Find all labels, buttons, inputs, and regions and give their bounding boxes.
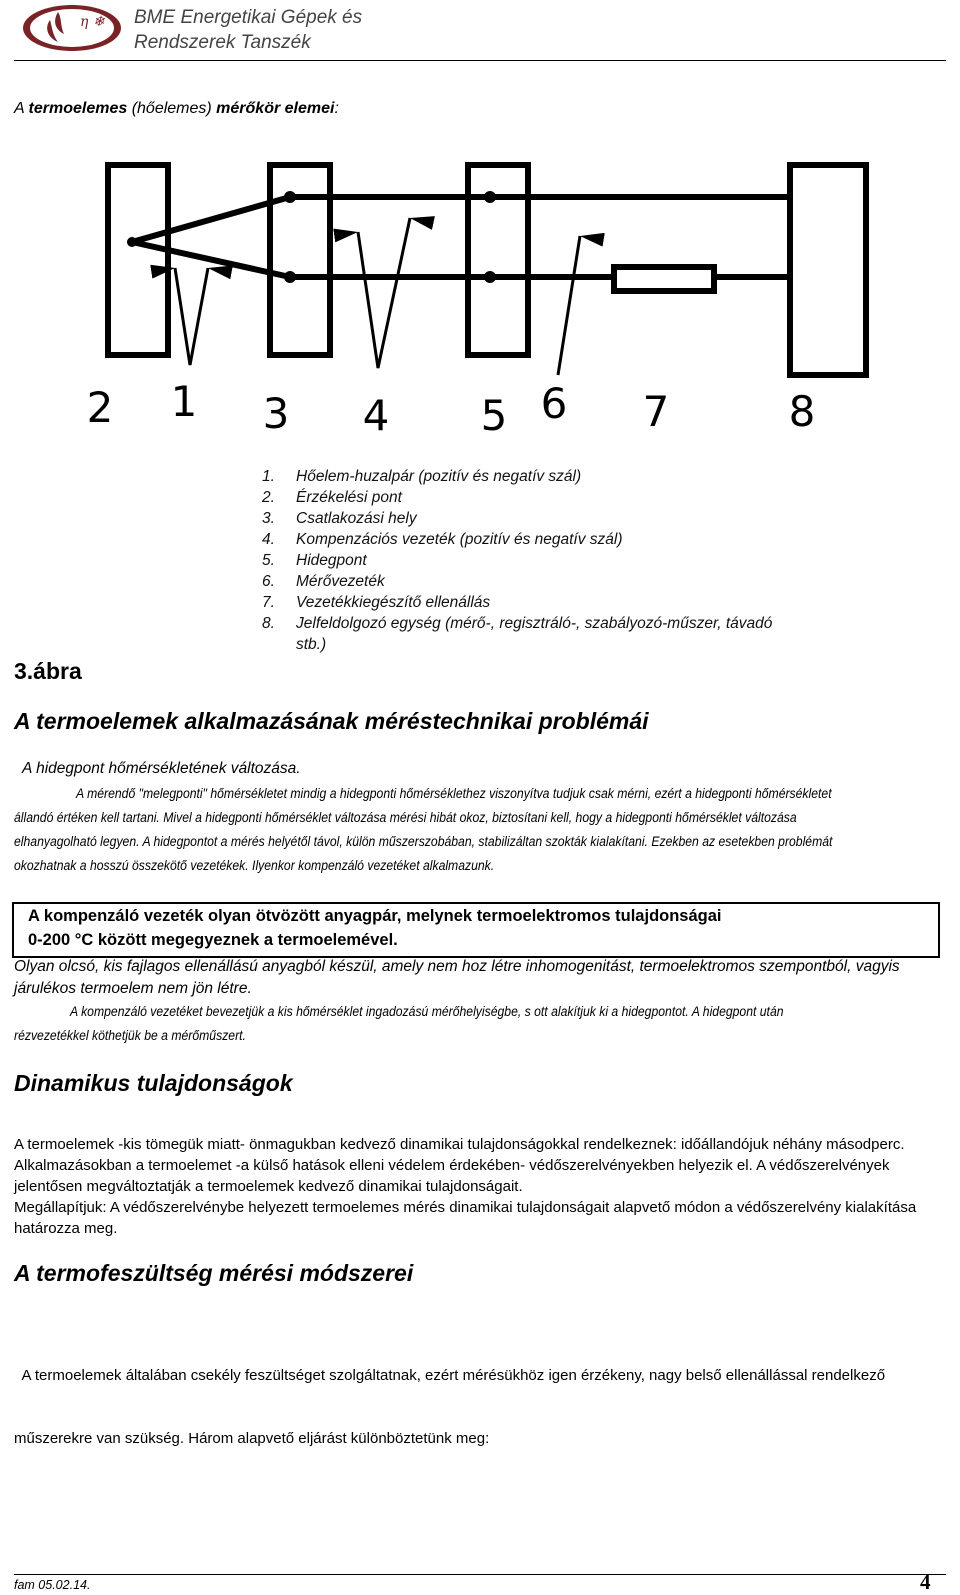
legend-item xyxy=(262,508,772,529)
paragraph-line: Olyan olcsó, kis fajlagos ellenállású anyagból készül, amely nem hoz létre inhomogenitást, termoelektromos szempontból, vagyis xyxy=(14,958,900,975)
diagram-label: 5 xyxy=(480,391,508,440)
legend-text: Csatlakozási hely xyxy=(296,510,417,527)
section-heading: Dinamikus tulajdonságok xyxy=(14,1070,293,1096)
sensing-point xyxy=(127,237,137,247)
connection-box xyxy=(270,165,330,355)
sensing-element-box xyxy=(108,165,168,355)
legend-text: Jelfeldolgozó egység (mérő-, regisztráló-, szabályozó-műszer, távadó xyxy=(296,615,773,632)
legend-text: Hidegpont xyxy=(296,552,367,569)
paragraph-block xyxy=(14,1134,916,1239)
paragraph-line: Alkalmazásokban a termoelemet -a külső hatások elleni védelem érdekében- védőszerelvényekben helyezik el. A védőszerelvények xyxy=(14,1157,890,1174)
junction-dot xyxy=(284,191,296,203)
legend-number: 4. xyxy=(262,531,275,548)
diagram-legend xyxy=(262,466,772,655)
signal-processing-unit-box xyxy=(790,165,866,375)
junction-dot xyxy=(284,271,296,283)
paragraph-line: állandó értéken kell tartani. Mivel a hidegponti hőmérséklet változása mérési hibát okoz, biztosítani kell, hogy a hidegponti hőmérséklet változása xyxy=(14,810,797,826)
highlight-line: A kompenzáló vezeték olyan ötvözött anyagpár, melynek termoelektromos tulajdonságai xyxy=(28,907,722,925)
paragraph-line: járulékos termoelem nem jön létre. xyxy=(14,980,252,997)
diagram-label: 6 xyxy=(540,379,568,428)
pointer-arrow-6 xyxy=(558,236,580,375)
legend-text: Kompenzációs vezeték (pozitív és negatív szál) xyxy=(296,531,623,548)
institution-line-2: Rendszerek Tanszék xyxy=(134,32,311,53)
intro-bold: termoelemes xyxy=(28,100,128,117)
paragraph-line: határozza meg. xyxy=(14,1220,118,1237)
institution-name xyxy=(134,5,362,55)
legend-text: Hőelem-huzalpár (pozitív és negatív szál) xyxy=(296,468,582,485)
diagram-label: 8 xyxy=(788,387,816,436)
legend-item xyxy=(262,550,772,571)
legend-item xyxy=(262,571,772,592)
diagram-label: 4 xyxy=(362,391,390,440)
paragraph-line: műszerekre van szükség. Három alapvető eljárást különböztetünk meg: xyxy=(14,1430,490,1447)
legend-number: 2. xyxy=(262,489,275,506)
diagram-label: 2 xyxy=(86,383,114,432)
junction-dot xyxy=(484,191,496,203)
legend-item xyxy=(262,592,772,613)
intro-part: : xyxy=(334,100,339,117)
intro-bold: mérőkör elemei xyxy=(216,100,335,117)
section-heading: A termofeszültség mérési módszerei xyxy=(14,1260,414,1286)
paragraph-line: elhanyagolható legyen. A hidegpontot a mérés helyétől távol, külön műszerszobában, stabilizáltan szokták kialakítani. Ezekben az esetekben problémát xyxy=(14,834,833,850)
diagram-label: 1 xyxy=(170,377,198,426)
figure-label: 3.ábra xyxy=(14,658,82,684)
legend-number: 8. xyxy=(262,615,275,632)
paragraph-line: Megállapítjuk: A védőszerelvénybe helyezett termoelemes mérés dinamikai tulajdonságait alapvető módon a védőszerelvény kialakítása xyxy=(14,1199,917,1216)
paragraph-line: rézvezetékkel köthetjük be a mérőműszert. xyxy=(14,1028,246,1044)
cold-junction-box xyxy=(468,165,528,355)
junction-dot xyxy=(484,271,496,283)
diagram-label: 7 xyxy=(642,387,670,436)
highlight-line: 0-200 °C között megegyeznek a termoelemével. xyxy=(28,931,398,949)
legend-number: 1. xyxy=(262,468,275,485)
intro-text xyxy=(14,100,339,118)
footer-rule xyxy=(14,1574,946,1575)
legend-item xyxy=(262,613,772,634)
legend-number: 5. xyxy=(262,552,275,569)
section-subheading: A hidegpont hőmérsékletének változása. xyxy=(22,760,301,777)
department-logo xyxy=(22,4,122,52)
diagram-label: 3 xyxy=(262,389,290,438)
paragraph-line: A kompenzáló vezetéket bevezetjük a kis hőmérséklet ingadozású mérőhelyiségbe, s ott alakítjuk ki a hidegpontot. A hidegpont után xyxy=(70,1004,784,1020)
legend-number: 7. xyxy=(262,594,275,611)
highlight-box xyxy=(12,902,940,958)
legend-text: Vezetékkiegészítő ellenállás xyxy=(296,594,491,611)
pointer-arrows-1 xyxy=(175,268,208,365)
legend-number: 3. xyxy=(262,510,275,527)
legend-continuation: stb.) xyxy=(296,636,327,653)
page-number: 4 xyxy=(920,1570,931,1594)
paragraph-line: A mérendő "melegponti" hőmérsékletet mindig a hidegponti hőmérséklethez viszonyítva tudjuk csak mérni, ezért a hidegponti hőmérsékletet xyxy=(76,786,832,802)
header-rule xyxy=(14,60,946,61)
resistor xyxy=(614,267,714,291)
footer-date: fam 05.02.14. xyxy=(14,1578,91,1592)
legend-item xyxy=(262,529,772,550)
paragraph-block xyxy=(14,1323,885,1470)
legend-number: 6. xyxy=(262,573,275,590)
legend-item xyxy=(262,466,772,487)
legend-text: Mérővezeték xyxy=(296,573,385,590)
institution-line-1: BME Energetikai Gépek és xyxy=(134,7,363,28)
paragraph-line: okozhatnak a hosszú összekötő vezetékek. Ilyenkor kompenzáló vezetéket alkalmazunk. xyxy=(14,858,495,874)
thermocouple-circuit-diagram xyxy=(80,150,880,440)
pointer-arrows-4 xyxy=(358,218,410,368)
paragraph-line: jelentősen megváltoztatják a termoelemek kedvező dinamikai tulajdonságait. xyxy=(14,1178,523,1195)
legend-item xyxy=(262,487,772,508)
logo-text: η ❄ xyxy=(80,14,105,30)
intro-part: A xyxy=(14,100,29,117)
paragraph-line: A termoelemek általában csekély feszültséget szolgáltatnak, ezért mérésükhöz igen érzékeny, nagy belső ellenállással rendelkező xyxy=(14,1367,886,1384)
legend-text: Érzékelési pont xyxy=(296,489,402,506)
section-heading: A termoelemek alkalmazásának méréstechnikai problémái xyxy=(14,708,649,734)
paragraph-line: A termoelemek -kis tömegük miatt- önmagukban kedvező dinamikai tulajdonságokkal rendelkeznek: időállandójuk néhány másodperc. xyxy=(14,1136,905,1153)
intro-part: (hőelemes) xyxy=(127,100,217,117)
